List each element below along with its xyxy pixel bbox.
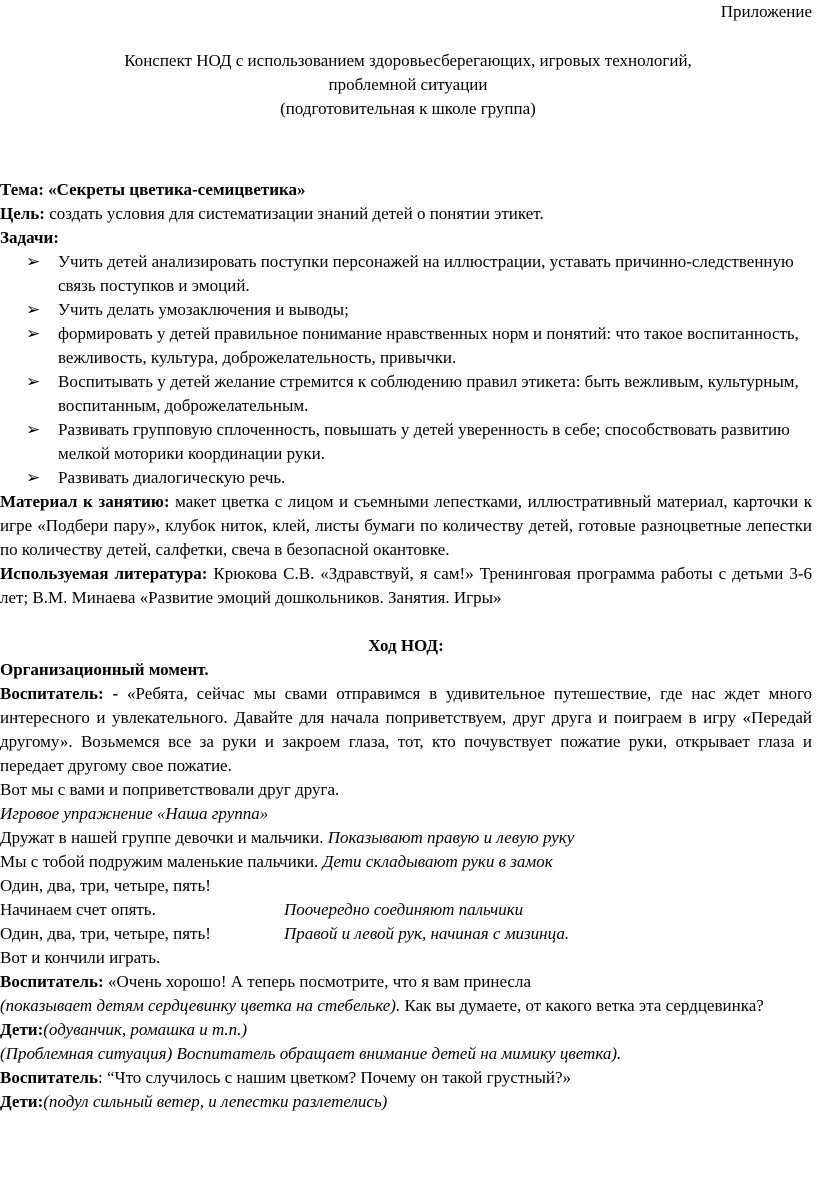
game-title: Игровое упражнение «Наша группа» — [0, 804, 269, 823]
greeting-line: Вот мы с вами и поприветствовали друг друга. — [0, 780, 340, 799]
arrow-bullet-icon: ➢ — [26, 252, 41, 271]
problem-situation: (Проблемная ситуация) Воспитатель обращает внимание детей на мимику цветка). — [0, 1044, 622, 1063]
children-reply-2: Дети:(подул сильный ветер, и лепестки разлетелись) — [0, 1092, 388, 1111]
theme-line — [0, 178, 812, 202]
tasks-list — [0, 250, 812, 490]
theme-label: Тема: «Секреты цветика-семицветика» — [0, 180, 306, 199]
literature-label: Используемая литература: — [0, 564, 208, 583]
stage-note: Поочередно соединяют пальчики — [284, 900, 524, 919]
arrow-bullet-icon: ➢ — [26, 300, 41, 319]
tasks-heading: Задачи: — [0, 228, 59, 247]
literature-paragraph: Используемая литература: Крюкова С.В. «Здравствуй, я сам!» Тренинговая программа работы с детьми 3-6 лет; В.М. Минаева «Развитие эмоций дошкольников. Занятия. Игры» — [0, 564, 812, 607]
task-item: ➢ Развивать диалогическую речь. — [0, 466, 812, 490]
teacher-speech-2: Воспитатель: «Очень хорошо! А теперь посмотрите, что я вам принесла (показывает детям сердцевинку цветка на стебельке). Как вы думаете, от какого ветка эта сердцевинка? — [0, 972, 764, 1015]
poem-line: Один, два, три, четыре, пять! Правой и левой рук, начиная с мизинца. — [0, 924, 570, 943]
teacher-speech-3: Воспитатель: “Что случилось с нашим цветком? Почему он такой грустный?» — [0, 1068, 572, 1087]
title-line-2: проблемной ситуации — [328, 75, 488, 94]
poem-line: Мы с тобой подружим маленькие пальчики. Дети складывают руки в замок — [0, 852, 553, 871]
stage-note: Показывают правую и левую руку — [323, 828, 575, 847]
task-item: ➢ Учить детей анализировать поступки персонажей на иллюстрации, уставать причинно-следственную связь поступков и эмоций. — [26, 252, 794, 295]
material-paragraph: Материал к занятию: макет цветка с лицом и съемными лепестками, иллюстративный материал, карточки к игре «Подбери пару», клубок ниток, клей, листы бумаги по количеству детей, готовые разноцветные лепестки по количеству детей, салфетки, свеча в безопасной окантовке. — [0, 492, 813, 559]
arrow-bullet-icon: ➢ — [26, 372, 41, 391]
material-label: Материал к занятию: — [0, 492, 170, 511]
speaker-label: Воспитатель — [0, 1068, 99, 1087]
org-moment-heading: Организационный момент. — [0, 660, 209, 679]
task-item: ➢ Развивать групповую сплоченность, повышать у детей уверенность в себе; способствовать развитию мелкой моторики координации руки. — [26, 420, 790, 463]
stage-note: Правой и левой рук, начиная с мизинца. — [284, 924, 570, 943]
title-line-1: Конспект НОД с использованием здоровьесберегающих, игровых технологий, — [124, 51, 692, 70]
document-body — [0, 178, 812, 1114]
poem-line: Дружат в нашей группе девочки и мальчики. Показывают правую и левую руку — [0, 828, 575, 847]
stage-note: (показывает детям сердцевинку цветка на стебельке). — [0, 996, 401, 1015]
speaker-label: Дети: — [0, 1020, 44, 1039]
speaker-label: Воспитатель: - — [0, 684, 119, 703]
poem-line: Один, два, три, четыре, пять! — [0, 876, 211, 895]
speaker-label: Дети: — [0, 1092, 44, 1111]
goal-label: Цель: — [0, 204, 45, 223]
goal-text: создать условия для систематизации знаний детей о понятии этикет. — [44, 204, 544, 223]
goal-line — [0, 202, 812, 226]
children-reply-1: Дети:(одуванчик, ромашка и т.п.) — [0, 1020, 248, 1039]
arrow-bullet-icon: ➢ — [26, 324, 41, 343]
task-item: ➢ Учить делать умозаключения и выводы; — [0, 298, 812, 322]
arrow-bullet-icon: ➢ — [26, 420, 41, 439]
course-heading: Ход НОД: — [368, 636, 444, 655]
task-item: ➢ Воспитывать у детей желание стремится к соблюдению правил этикета: быть вежливым, культурным, воспитанным, доброжелательным. — [26, 372, 799, 415]
poem-line: Начинаем счет опять. Поочередно соединяют пальчики — [0, 900, 524, 919]
appendix-label: Приложение — [720, 2, 812, 21]
arrow-bullet-icon: ➢ — [26, 468, 41, 487]
title-line-3: (подготовительная к школе группа) — [280, 99, 536, 118]
task-item: ➢ формировать у детей правильное понимание нравственных норм и понятий: что такое воспитанность, вежливость, культура, доброжелательность, привычки. — [26, 324, 799, 367]
teacher-speech-1: Воспитатель: - «Ребята, сейчас мы свами отправимся в удивительное путешествие, где нас ждет много интересного и увлекательного. Давайте для начала поприветствуем, друг друга и поиграем в игру «Передай другому». Возьмемся все за руки и закроем глаза, тот, кто почувствует пожатие руки, открывает глаза и передает другому свое пожатие. — [0, 684, 812, 775]
document-title — [0, 49, 816, 121]
poem-line: Вот и кончили играть. — [0, 948, 161, 967]
speaker-label: Воспитатель: — [0, 972, 104, 991]
stage-note: Дети складывают руки в замок — [318, 852, 553, 871]
